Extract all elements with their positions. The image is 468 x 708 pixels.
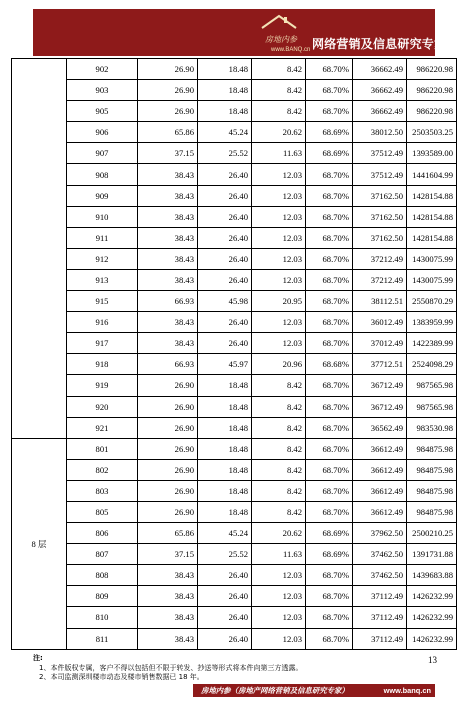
table-row: [12, 248, 457, 269]
value-cell: 36012.49: [353, 312, 407, 333]
value-cell: 1441604.99: [407, 164, 457, 185]
value-cell: 26.90: [138, 80, 198, 101]
value-cell: 26.90: [138, 59, 198, 80]
value-cell: 68.70%: [306, 459, 353, 480]
value-cell: 45.24: [198, 122, 252, 143]
room-number-cell: 811: [67, 628, 138, 649]
table-row: [12, 143, 457, 164]
value-cell: 37112.49: [353, 607, 407, 628]
value-cell: 26.40: [198, 565, 252, 586]
value-cell: 12.03: [252, 333, 306, 354]
value-cell: 38.43: [138, 269, 198, 290]
value-cell: 68.69%: [306, 523, 353, 544]
value-cell: 1426232.99: [407, 607, 457, 628]
floor-cell: [12, 59, 67, 439]
room-number-cell: 911: [67, 227, 138, 248]
value-cell: 37.15: [138, 143, 198, 164]
value-cell: 18.48: [198, 501, 252, 522]
table-row: [12, 59, 457, 80]
value-cell: 36562.49: [353, 417, 407, 438]
value-cell: 18.48: [198, 417, 252, 438]
value-cell: 45.98: [198, 291, 252, 312]
value-cell: 26.90: [138, 501, 198, 522]
brand-name: 房地内参: [265, 35, 297, 44]
value-cell: 68.69%: [306, 122, 353, 143]
value-cell: 68.70%: [306, 628, 353, 649]
value-cell: 12.03: [252, 227, 306, 248]
value-cell: 68.70%: [306, 438, 353, 459]
room-number-cell: 921: [67, 417, 138, 438]
sales-table: [11, 58, 457, 650]
value-cell: 37212.49: [353, 248, 407, 269]
value-cell: 8.42: [252, 459, 306, 480]
value-cell: 26.90: [138, 459, 198, 480]
brand-url: www.BANQ.cn: [271, 47, 311, 53]
value-cell: 68.70%: [306, 396, 353, 417]
note-line-2: 2、本司监测深圳楼市动态及楼市销售数据已 18 年。: [39, 673, 204, 681]
value-cell: 26.40: [198, 206, 252, 227]
value-cell: 68.70%: [306, 417, 353, 438]
table-row: [12, 480, 457, 501]
value-cell: 68.70%: [306, 248, 353, 269]
room-number-cell: 920: [67, 396, 138, 417]
value-cell: 68.70%: [306, 206, 353, 227]
value-cell: 37112.49: [353, 586, 407, 607]
value-cell: 38.43: [138, 248, 198, 269]
value-cell: 37462.50: [353, 544, 407, 565]
value-cell: 20.62: [252, 523, 306, 544]
value-cell: 36662.49: [353, 59, 407, 80]
table-row: [12, 101, 457, 122]
value-cell: 38.43: [138, 586, 198, 607]
value-cell: 18.48: [198, 101, 252, 122]
value-cell: 20.62: [252, 122, 306, 143]
house-logo-icon: [260, 14, 298, 36]
table-row: [12, 565, 457, 586]
header-banner: [33, 9, 447, 56]
value-cell: 26.40: [198, 185, 252, 206]
table-row: [12, 396, 457, 417]
value-cell: 36662.49: [353, 80, 407, 101]
value-cell: 45.24: [198, 523, 252, 544]
room-number-cell: 801: [67, 438, 138, 459]
value-cell: 38112.51: [353, 291, 407, 312]
value-cell: 68.68%: [306, 354, 353, 375]
value-cell: 38.43: [138, 312, 198, 333]
value-cell: 1439683.88: [407, 565, 457, 586]
value-cell: 38.43: [138, 565, 198, 586]
value-cell: 20.96: [252, 354, 306, 375]
value-cell: 984875.98: [407, 459, 457, 480]
value-cell: 12.03: [252, 565, 306, 586]
value-cell: 1391731.88: [407, 544, 457, 565]
value-cell: 68.69%: [306, 544, 353, 565]
note-line-1: 1、本件版权专属，客户不得以包括但不限于转发、抄送等形式将本件向第三方透露。: [39, 663, 303, 672]
value-cell: 37512.49: [353, 164, 407, 185]
table-row: [12, 417, 457, 438]
value-cell: 26.40: [198, 628, 252, 649]
value-cell: 18.48: [198, 375, 252, 396]
room-number-cell: 910: [67, 206, 138, 227]
value-cell: 2500210.25: [407, 523, 457, 544]
value-cell: 65.86: [138, 523, 198, 544]
table-row: [12, 122, 457, 143]
room-number-cell: 810: [67, 607, 138, 628]
room-number-cell: 918: [67, 354, 138, 375]
room-number-cell: 913: [67, 269, 138, 290]
room-number-cell: 917: [67, 333, 138, 354]
table-row: [12, 185, 457, 206]
room-number-cell: 805: [67, 501, 138, 522]
value-cell: 984875.98: [407, 480, 457, 501]
value-cell: 12.03: [252, 269, 306, 290]
value-cell: 20.95: [252, 291, 306, 312]
value-cell: 8.42: [252, 396, 306, 417]
value-cell: 986220.98: [407, 59, 457, 80]
value-cell: 66.93: [138, 291, 198, 312]
table-row: [12, 312, 457, 333]
notes-section: [33, 654, 423, 683]
value-cell: 68.70%: [306, 59, 353, 80]
room-number-cell: 803: [67, 480, 138, 501]
value-cell: 18.48: [198, 396, 252, 417]
value-cell: 37162.50: [353, 185, 407, 206]
value-cell: 37712.51: [353, 354, 407, 375]
footer-banner: [193, 684, 435, 697]
room-number-cell: 808: [67, 565, 138, 586]
page-number: 13: [428, 655, 437, 665]
value-cell: 38.43: [138, 164, 198, 185]
value-cell: 38.43: [138, 628, 198, 649]
value-cell: 987565.98: [407, 375, 457, 396]
value-cell: 11.63: [252, 544, 306, 565]
value-cell: 984875.98: [407, 438, 457, 459]
value-cell: 1428154.88: [407, 185, 457, 206]
value-cell: 1383959.99: [407, 312, 457, 333]
value-cell: 36612.49: [353, 480, 407, 501]
value-cell: 25.52: [198, 544, 252, 565]
value-cell: 37212.49: [353, 269, 407, 290]
value-cell: 68.70%: [306, 375, 353, 396]
value-cell: 8.42: [252, 417, 306, 438]
value-cell: 38.43: [138, 333, 198, 354]
room-number-cell: 909: [67, 185, 138, 206]
value-cell: 1393589.00: [407, 143, 457, 164]
value-cell: 68.70%: [306, 565, 353, 586]
value-cell: 2524098.29: [407, 354, 457, 375]
table-row: [12, 438, 457, 459]
value-cell: 8.42: [252, 501, 306, 522]
value-cell: 987565.98: [407, 396, 457, 417]
footer-url: www.banq.cn: [383, 686, 431, 695]
value-cell: 36712.49: [353, 375, 407, 396]
value-cell: 26.40: [198, 333, 252, 354]
value-cell: 37962.50: [353, 523, 407, 544]
table-body: [12, 59, 457, 650]
value-cell: 65.86: [138, 122, 198, 143]
floor-cell: 8 层: [12, 438, 67, 649]
value-cell: 986220.98: [407, 80, 457, 101]
value-cell: 38.43: [138, 206, 198, 227]
value-cell: 984875.98: [407, 501, 457, 522]
room-number-cell: 916: [67, 312, 138, 333]
value-cell: 26.40: [198, 586, 252, 607]
value-cell: 1428154.88: [407, 227, 457, 248]
value-cell: 8.42: [252, 438, 306, 459]
table-row: [12, 586, 457, 607]
value-cell: 37012.49: [353, 333, 407, 354]
value-cell: 68.70%: [306, 480, 353, 501]
value-cell: 18.48: [198, 80, 252, 101]
value-cell: 12.03: [252, 185, 306, 206]
value-cell: 37112.49: [353, 628, 407, 649]
value-cell: 12.03: [252, 248, 306, 269]
value-cell: 12.03: [252, 607, 306, 628]
value-cell: 12.03: [252, 628, 306, 649]
table-row: [12, 269, 457, 290]
room-number-cell: 915: [67, 291, 138, 312]
table-row: [12, 375, 457, 396]
value-cell: 12.03: [252, 586, 306, 607]
value-cell: 38.43: [138, 185, 198, 206]
value-cell: 68.70%: [306, 586, 353, 607]
value-cell: 18.48: [198, 438, 252, 459]
value-cell: 12.03: [252, 164, 306, 185]
value-cell: 1430075.99: [407, 269, 457, 290]
table-row: [12, 164, 457, 185]
value-cell: 68.70%: [306, 227, 353, 248]
table-row: [12, 206, 457, 227]
value-cell: 36612.49: [353, 501, 407, 522]
value-cell: 68.70%: [306, 164, 353, 185]
value-cell: 45.97: [198, 354, 252, 375]
value-cell: 66.93: [138, 354, 198, 375]
value-cell: 26.90: [138, 438, 198, 459]
table-row: [12, 291, 457, 312]
value-cell: 18.48: [198, 459, 252, 480]
room-number-cell: 802: [67, 459, 138, 480]
value-cell: 11.63: [252, 143, 306, 164]
value-cell: 38.43: [138, 607, 198, 628]
room-number-cell: 919: [67, 375, 138, 396]
table-row: [12, 523, 457, 544]
value-cell: 8.42: [252, 80, 306, 101]
sales-table-container: [11, 58, 456, 650]
value-cell: 37.15: [138, 544, 198, 565]
value-cell: 18.48: [198, 480, 252, 501]
value-cell: 36612.49: [353, 459, 407, 480]
room-number-cell: 907: [67, 143, 138, 164]
value-cell: 37162.50: [353, 227, 407, 248]
value-cell: 1422389.99: [407, 333, 457, 354]
value-cell: 37512.49: [353, 143, 407, 164]
room-number-cell: 908: [67, 164, 138, 185]
value-cell: 8.42: [252, 101, 306, 122]
value-cell: 26.40: [198, 248, 252, 269]
value-cell: 68.70%: [306, 501, 353, 522]
table-row: [12, 607, 457, 628]
value-cell: 986220.98: [407, 101, 457, 122]
value-cell: 1430075.99: [407, 248, 457, 269]
value-cell: 2550870.29: [407, 291, 457, 312]
value-cell: 12.03: [252, 206, 306, 227]
value-cell: 68.70%: [306, 312, 353, 333]
value-cell: 1428154.88: [407, 206, 457, 227]
value-cell: 26.90: [138, 375, 198, 396]
room-number-cell: 912: [67, 248, 138, 269]
value-cell: 36712.49: [353, 396, 407, 417]
table-row: [12, 354, 457, 375]
value-cell: 26.40: [198, 164, 252, 185]
value-cell: 26.90: [138, 480, 198, 501]
value-cell: 18.48: [198, 59, 252, 80]
value-cell: 1426232.99: [407, 628, 457, 649]
table-row: [12, 628, 457, 649]
value-cell: 1426232.99: [407, 586, 457, 607]
value-cell: 26.90: [138, 396, 198, 417]
room-number-cell: 806: [67, 523, 138, 544]
value-cell: 68.70%: [306, 333, 353, 354]
value-cell: 2503503.25: [407, 122, 457, 143]
value-cell: 26.40: [198, 269, 252, 290]
value-cell: 37462.50: [353, 565, 407, 586]
room-number-cell: 903: [67, 80, 138, 101]
value-cell: 26.90: [138, 417, 198, 438]
table-row: [12, 501, 457, 522]
value-cell: 12.03: [252, 312, 306, 333]
table-row: [12, 80, 457, 101]
notes-label: 注:: [33, 654, 43, 662]
value-cell: 68.70%: [306, 185, 353, 206]
room-number-cell: 905: [67, 101, 138, 122]
value-cell: 68.70%: [306, 269, 353, 290]
value-cell: 36662.49: [353, 101, 407, 122]
room-number-cell: 807: [67, 544, 138, 565]
value-cell: 36612.49: [353, 438, 407, 459]
footer-text: 房地内参（房地产网络营销及信息研究专家）: [201, 686, 349, 695]
value-cell: 68.70%: [306, 607, 353, 628]
table-row: [12, 227, 457, 248]
value-cell: 8.42: [252, 375, 306, 396]
value-cell: 68.70%: [306, 101, 353, 122]
room-number-cell: 906: [67, 122, 138, 143]
value-cell: 8.42: [252, 59, 306, 80]
table-row: [12, 459, 457, 480]
value-cell: 68.70%: [306, 80, 353, 101]
value-cell: 68.70%: [306, 291, 353, 312]
value-cell: 38012.50: [353, 122, 407, 143]
value-cell: 26.40: [198, 227, 252, 248]
table-row: [12, 544, 457, 565]
value-cell: 37162.50: [353, 206, 407, 227]
value-cell: 983530.98: [407, 417, 457, 438]
value-cell: 68.69%: [306, 143, 353, 164]
value-cell: 8.42: [252, 480, 306, 501]
value-cell: 26.40: [198, 607, 252, 628]
value-cell: 26.40: [198, 312, 252, 333]
banner-title: 网络营销及信息研究专家: [312, 37, 447, 51]
room-number-cell: 809: [67, 586, 138, 607]
value-cell: 25.52: [198, 143, 252, 164]
table-row: [12, 333, 457, 354]
value-cell: 38.43: [138, 227, 198, 248]
value-cell: 26.90: [138, 101, 198, 122]
room-number-cell: 902: [67, 59, 138, 80]
